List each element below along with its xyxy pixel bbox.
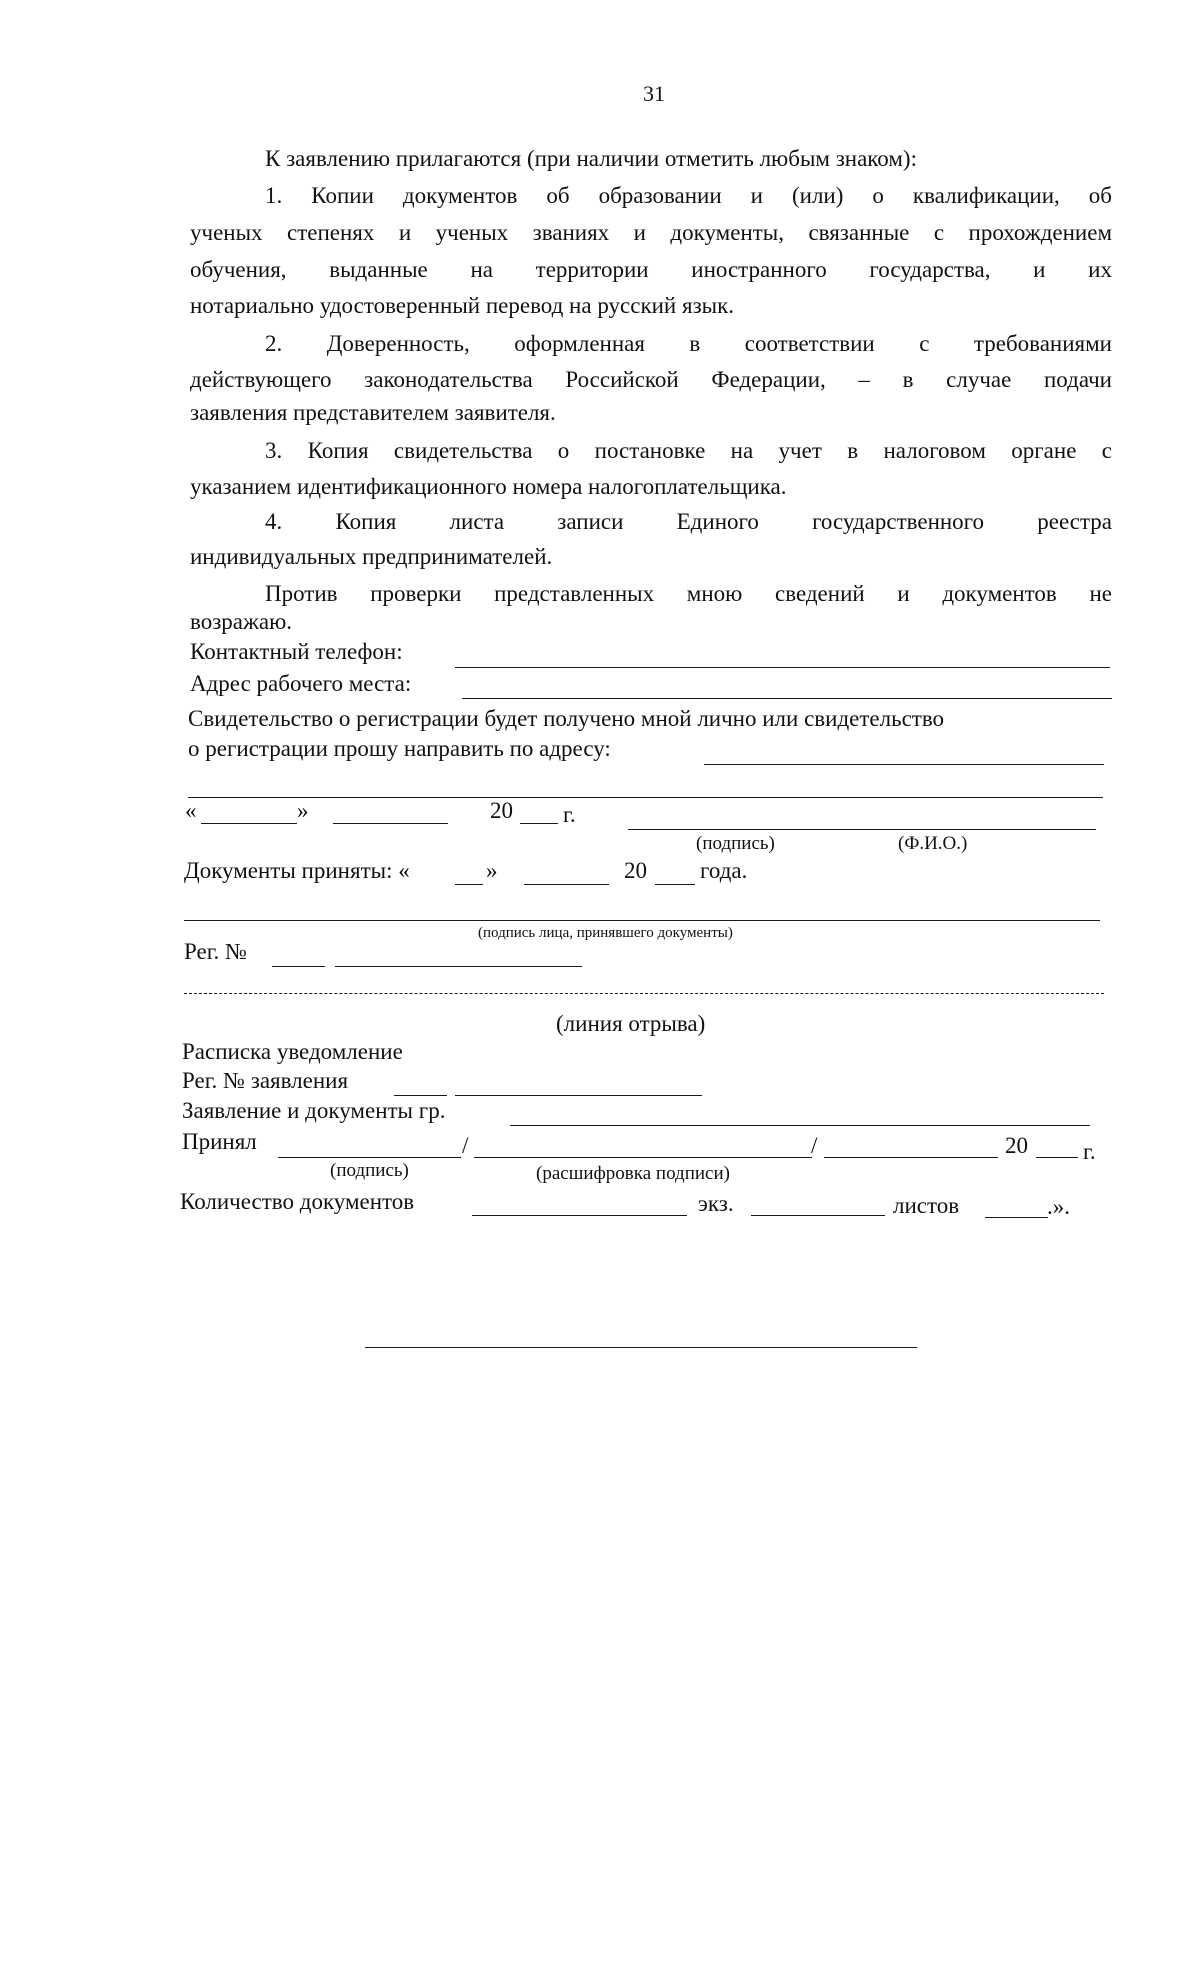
date-close-quote: »	[297, 798, 309, 823]
signature-caption: (подпись)	[696, 833, 775, 854]
item-4-line-1: 4. Копия листа записи Единого государственного реестра	[265, 509, 1112, 534]
item-2-line-3: заявления представителем заявителя.	[190, 400, 556, 425]
receipt-title: Расписка уведомление	[182, 1039, 403, 1064]
receipt-reg-line-2[interactable]	[455, 1095, 702, 1096]
reg-no-line-2[interactable]	[335, 966, 582, 967]
fio-caption: (Ф.И.О.)	[898, 833, 968, 854]
consent-line-1: Против проверки представленных мною сведений и документов не	[265, 581, 1112, 606]
receipt-reg-line-1[interactable]	[394, 1095, 447, 1096]
receipt-decode-caption: (расшифровка подписи)	[536, 1163, 730, 1184]
copies-label: экз.	[698, 1191, 734, 1216]
receipt-sign-caption: (подпись)	[330, 1160, 409, 1181]
item-1-line-2: ученых степенях и ученых званиях и документы, связанные с прохождением	[190, 220, 1112, 245]
sheets-label: листов	[893, 1193, 960, 1218]
accepted-month-line[interactable]	[524, 884, 609, 885]
accepted-close-quote: »	[486, 858, 498, 883]
closing-mark: .».	[1047, 1194, 1070, 1219]
end-separator-line	[365, 1347, 917, 1348]
phone-field-line[interactable]	[455, 667, 1110, 668]
reg-no-label: Рег. №	[184, 939, 247, 964]
certificate-line-1: Свидетельство о регистрации будет получено мной лично или свидетельство	[188, 706, 945, 731]
address-label: Адрес рабочего места:	[190, 671, 412, 696]
copies-line[interactable]	[751, 1215, 885, 1216]
receipt-docs-label: Заявление и документы гр.	[182, 1098, 446, 1123]
accepted-prefix: Документы приняты: «	[184, 858, 410, 883]
date-day-line[interactable]	[201, 823, 297, 824]
item-4-line-2: индивидуальных предпринимателей.	[190, 544, 553, 569]
doc-count-line[interactable]	[472, 1215, 687, 1216]
signature-fio-line[interactable]	[628, 829, 1096, 830]
item-2-line-2: действующего законодательства Российской Федерации, – в случае подачи	[190, 367, 1112, 392]
date-year-suffix: г.	[563, 802, 576, 827]
date-year-prefix: 20	[490, 798, 513, 823]
slash-2: /	[811, 1133, 818, 1158]
item-3-line-2: указанием идентификационного номера налогоплательщика.	[190, 474, 787, 499]
address-field-line[interactable]	[462, 698, 1112, 699]
receipt-year-line[interactable]	[1036, 1157, 1078, 1158]
page-number: 31	[643, 81, 665, 106]
receipt-year-suffix: г.	[1083, 1139, 1096, 1164]
reg-no-line-1[interactable]	[272, 966, 325, 967]
acceptor-caption: (подпись лица, принявшего документы)	[478, 925, 733, 941]
acceptor-signature-line[interactable]	[184, 920, 1100, 921]
receipt-docs-line[interactable]	[510, 1125, 1090, 1126]
item-1-line-4: нотариально удостоверенный перевод на русский язык.	[190, 293, 735, 318]
date-month-line[interactable]	[333, 823, 448, 824]
sheets-line[interactable]	[985, 1217, 1048, 1218]
receipt-year-prefix: 20	[1005, 1133, 1028, 1158]
mailing-address-line-1[interactable]	[704, 764, 1104, 765]
receipt-reg-label: Рег. № заявления	[182, 1068, 349, 1093]
consent-line-2: возражаю.	[190, 609, 293, 634]
accepted-suffix: года.	[700, 858, 748, 883]
slash-1: /	[462, 1133, 469, 1158]
tear-line-caption: (линия отрыва)	[556, 1011, 706, 1036]
accepted-day-line[interactable]	[455, 884, 483, 885]
item-1-line-1: 1. Копии документов об образовании и (или) о квалификации, об	[265, 183, 1112, 208]
accepted-by-date-line[interactable]	[824, 1157, 998, 1158]
item-3-line-1: 3. Копия свидетельства о постановке на учет в налоговом органе с	[265, 438, 1112, 463]
certificate-line-2: о регистрации прошу направить по адресу:	[188, 736, 611, 761]
doc-count-label: Количество документов	[180, 1189, 415, 1214]
attachments-intro: К заявлению прилагаются (при наличии отметить любым знаком):	[265, 146, 917, 171]
tear-line	[184, 993, 1104, 994]
phone-label: Контактный телефон:	[190, 639, 403, 664]
accepted-by-label: Принял	[182, 1129, 257, 1154]
date-year-line[interactable]	[520, 823, 558, 824]
item-1-line-3: обучения, выданные на территории иностранного государства, и их	[190, 257, 1112, 282]
item-2-line-1: 2. Доверенность, оформленная в соответствии с требованиями	[265, 331, 1112, 356]
accepted-year-prefix: 20	[624, 858, 647, 883]
accepted-by-decode-line[interactable]	[474, 1157, 812, 1158]
accepted-by-sign-line[interactable]	[278, 1157, 461, 1158]
accepted-year-line[interactable]	[655, 884, 695, 885]
mailing-address-line-2[interactable]	[188, 797, 1103, 798]
date-open-quote: «	[185, 798, 197, 823]
